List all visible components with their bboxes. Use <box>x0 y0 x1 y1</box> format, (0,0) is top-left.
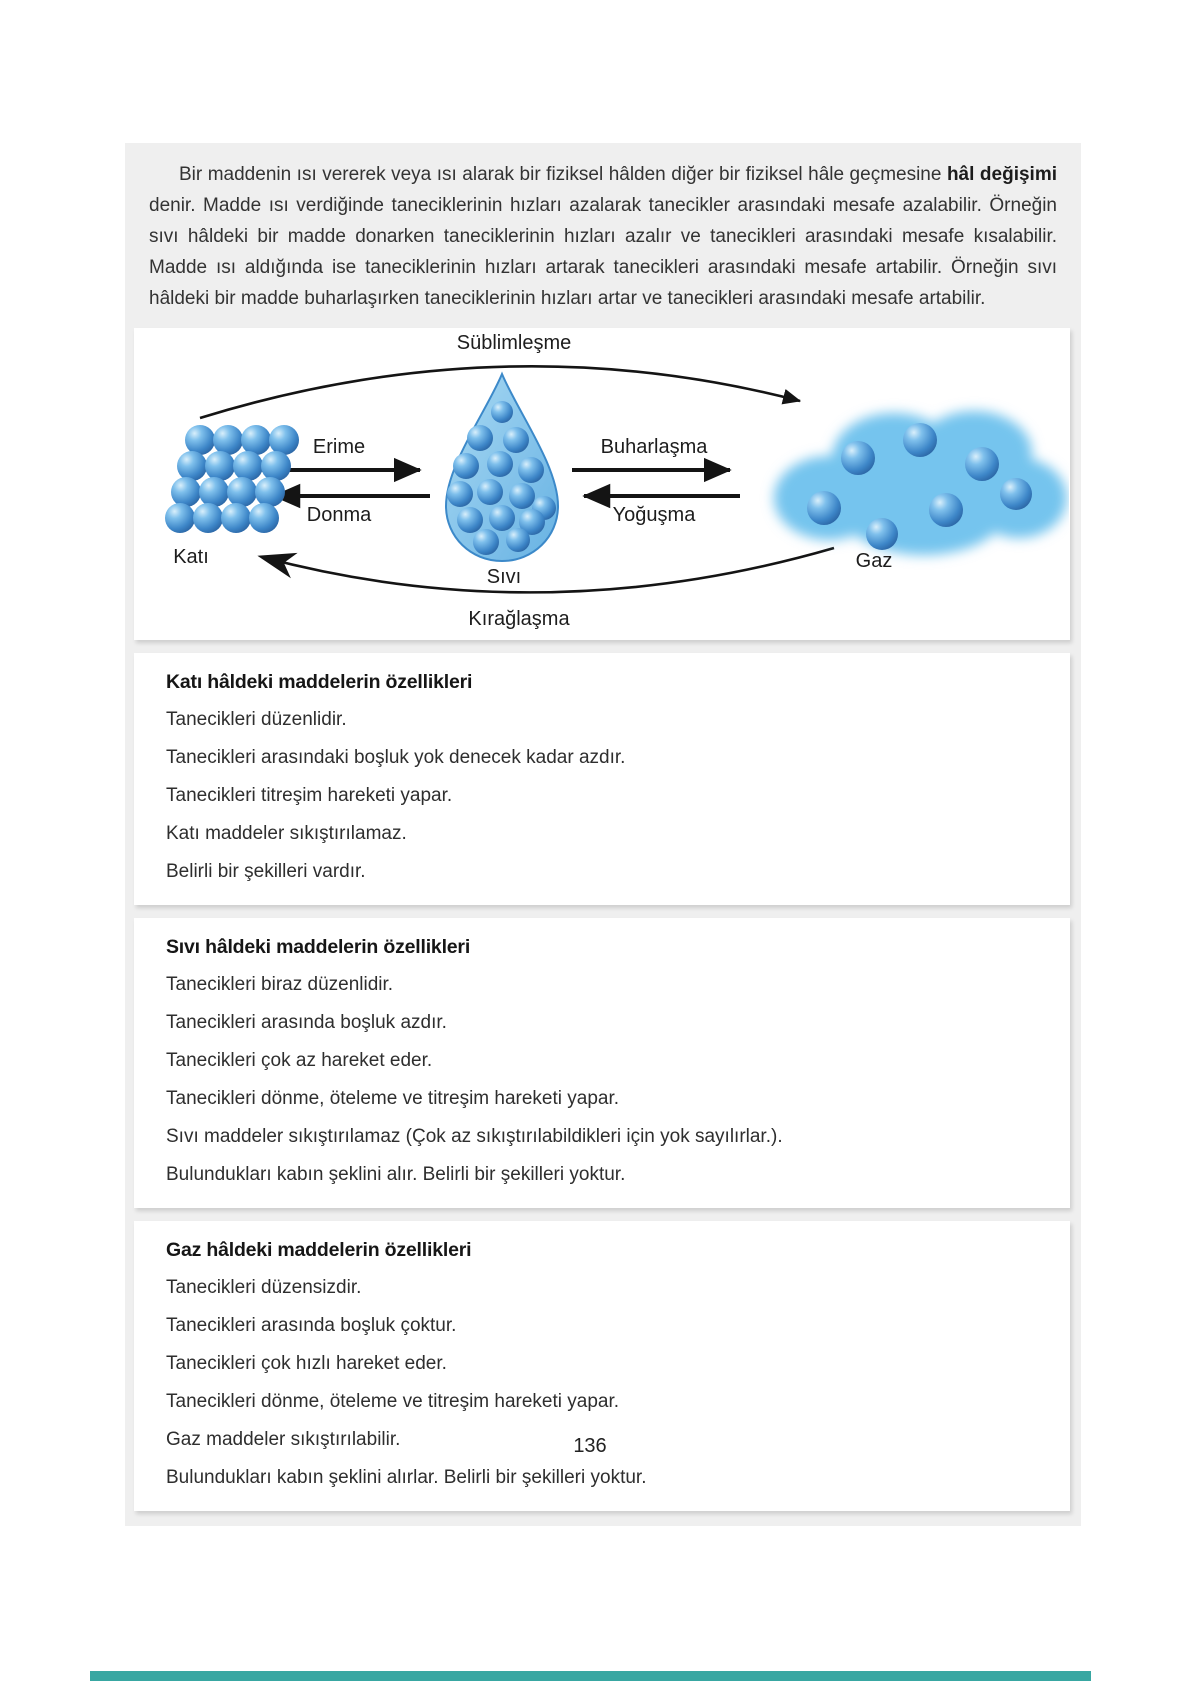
list-item: Tanecikleri dönme, öteleme ve titreşim hareketi yapar. <box>166 1088 620 1109</box>
label-freezing: Donma <box>306 504 372 526</box>
gas-properties-title: Gaz hâldeki maddelerin özellikleri <box>166 1239 472 1261</box>
label-melting: Erime <box>312 436 366 458</box>
liquid-drop-illustration <box>446 374 558 561</box>
intro-bold-term: hâl değişimi <box>946 164 1057 185</box>
list-item: Tanecikleri düzenlidir. <box>166 709 347 730</box>
label-condensation: Yoğuşma <box>612 504 696 526</box>
liquid-properties-title: Sıvı hâldeki maddelerin özellikleri <box>166 936 471 958</box>
gas-cloud-illustration <box>774 411 1067 555</box>
list-item: Bulundukları kabın şeklini alır. Belirli bir şekilleri yoktur. <box>166 1164 626 1185</box>
list-item: Tanecikleri düzensizdir. <box>166 1277 362 1298</box>
list-item: Bulundukları kabın şeklini alırlar. Belirli bir şekilleri yoktur. <box>166 1467 647 1488</box>
list-item: Tanecikleri dönme, öteleme ve titreşim hareketi yapar. <box>166 1391 620 1412</box>
list-item: Gaz maddeler sıkıştırılabilir. <box>166 1429 401 1450</box>
content-column <box>125 143 1081 1526</box>
label-solid: Katı <box>173 546 209 568</box>
phase-change-diagram <box>134 328 1070 640</box>
list-item: Tanecikleri çok az hareket eder. <box>166 1050 433 1071</box>
gas-properties-card <box>134 1221 1070 1511</box>
list-item: Belirli bir şekilleri vardır. <box>166 861 366 882</box>
liquid-properties-list <box>166 973 1050 1186</box>
list-item: Tanecikleri arasında boşluk çoktur. <box>166 1315 457 1336</box>
solid-properties-card <box>134 653 1070 905</box>
solid-properties-title: Katı hâldeki maddelerin özellikleri <box>166 671 473 693</box>
label-gas: Gaz <box>855 550 893 572</box>
list-item: Tanecikleri arasında boşluk azdır. <box>166 1012 447 1033</box>
solid-properties-list <box>166 708 1050 883</box>
intro-paragraph <box>125 143 1081 326</box>
list-item: Sıvı maddeler sıkıştırılamaz (Çok az sıkıştırılabildikleri için yok sayılırlar.). <box>166 1126 783 1147</box>
label-deposition: Kırağlaşma <box>468 608 570 630</box>
label-evaporation: Buharlaşma <box>600 436 708 458</box>
intro-text-before: Bir maddenin ısı vererek veya ısı alarak bir fiziksel hâlden diğer bir fiziksel hâle geçmesine <box>179 164 947 185</box>
list-item: Tanecikleri arasındaki boşluk yok denecek kadar azdır. <box>166 747 626 768</box>
list-item: Tanecikleri çok hızlı hareket eder. <box>166 1353 447 1374</box>
liquid-properties-card <box>134 918 1070 1208</box>
label-liquid: Sıvı <box>486 566 522 588</box>
page-number: 136 <box>573 1435 607 1457</box>
footer-accent-bar <box>90 1671 1091 1681</box>
list-item: Tanecikleri titreşim hareketi yapar. <box>166 785 453 806</box>
intro-text-after: denir. Madde ısı verdiğinde taneciklerinin hızları azalarak tanecikler arasındaki mesafe azalabilir. Örneğin sıvı hâldeki bir madde donarken taneciklerinin hızları azalır ve tanecikleri arasındaki mesafe kısalabilir. Madde ısı aldığında ise taneciklerinin hızları artarak tanecikleri arasındaki mesafe artabilir. Örneğin sıvı hâldeki bir madde buharlaşırken taneciklerinin hızları artar ve tanecikleri arasındaki mesafe artabilir. <box>149 195 1057 309</box>
list-item: Katı maddeler sıkıştırılamaz. <box>166 823 407 844</box>
phase-change-figure <box>134 328 1069 640</box>
list-item: Tanecikleri biraz düzenlidir. <box>166 974 394 995</box>
label-sublimation: Süblimleşme <box>456 332 572 354</box>
